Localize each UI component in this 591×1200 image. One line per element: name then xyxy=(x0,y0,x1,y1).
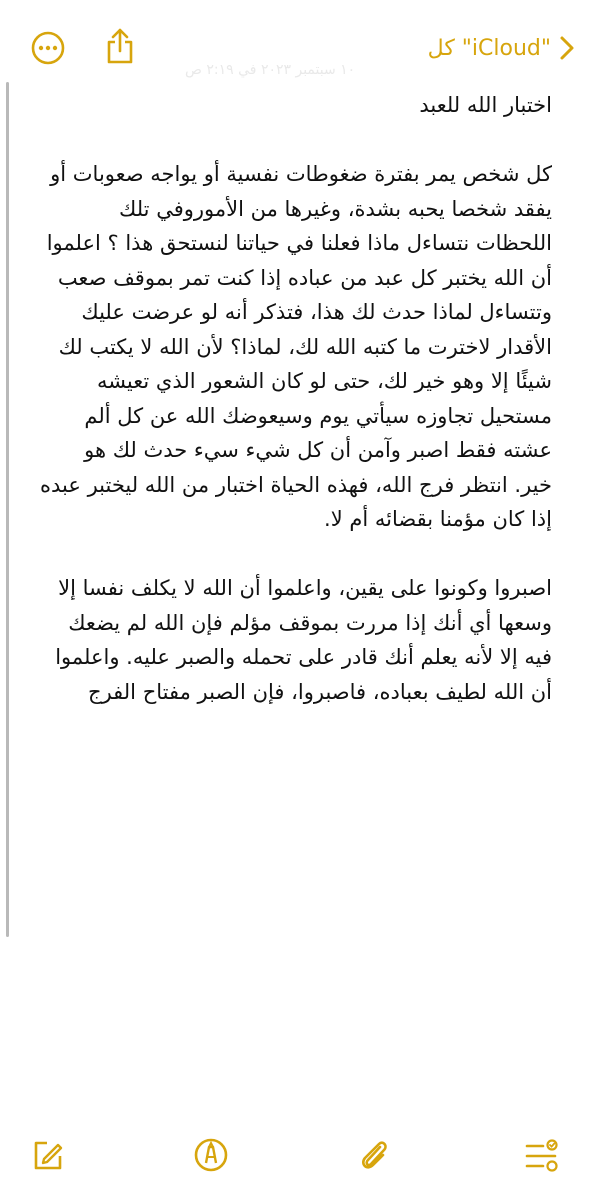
checklist-icon[interactable] xyxy=(523,1137,559,1173)
back-label: كل "iCloud" xyxy=(427,35,551,61)
note-paragraph-2: اصبروا وكونوا على يقين، واعلموا أن الله لا يكلف نفسا إلا وسعها أي أنك إذا مررت بموقف مؤلم فإن الله لم يضعك فيه إلا لأنه يعلم أنك قادر على تحمله والصبر عليه. واعلموا أن الله لطيف بعباده، فاصبروا، فإن الصبر مفتاح الفرج xyxy=(55,576,552,704)
note-title: اختبار الله للعبد xyxy=(419,93,552,117)
scrollbar[interactable] xyxy=(6,82,9,937)
back-button[interactable] xyxy=(428,30,575,66)
note-date-faded: ١٠ سبتمبر ٢٠٢٣ في ٢:١٩ ص xyxy=(185,62,356,78)
compose-icon[interactable] xyxy=(30,1137,66,1173)
chevron-right-icon xyxy=(559,35,575,61)
share-icon[interactable] xyxy=(103,26,137,66)
more-options-icon[interactable] xyxy=(30,30,66,66)
bottom-toolbar xyxy=(0,1125,591,1185)
top-toolbar xyxy=(0,0,591,90)
paperclip-icon[interactable] xyxy=(356,1137,392,1173)
note-paragraph-1: كل شخص يمر بفترة ضغوطات نفسية أو يواجه صعوبات أو يفقد شخصا يحبه بشدة، وغيرها من الأموروفي تلك اللحظات نتساءل ماذا فعلنا في حياتنا لنستحق هذا ؟ اعلموا أن الله يختبر كل عبد من عباده إذا كنت تمر بموقف صعب وتتساءل لماذا حدث لك هذا، فتذكر أنه لو عرضت عليك الأقدار لاخترت ما كتبه الله لك، لماذا؟ لأن الله لا يكتب لك شيئًا إلا وهو خير لك، حتى لو كان الشعور الذي تعيشه مستحيل تجاوزه سيأتي يوم وسيعوضك الله عن كل ألم عشته فقط اصبر وآمن أن كل شيء سيء حدث لك هو خير. انتظر فرج الله، فهذه الحياة اختبار من الله ليختبر عبده إذا كان مؤمنا بقضائه أم لا. xyxy=(40,162,552,531)
note-body[interactable] xyxy=(40,88,552,709)
markup-pen-icon[interactable] xyxy=(193,1137,229,1173)
